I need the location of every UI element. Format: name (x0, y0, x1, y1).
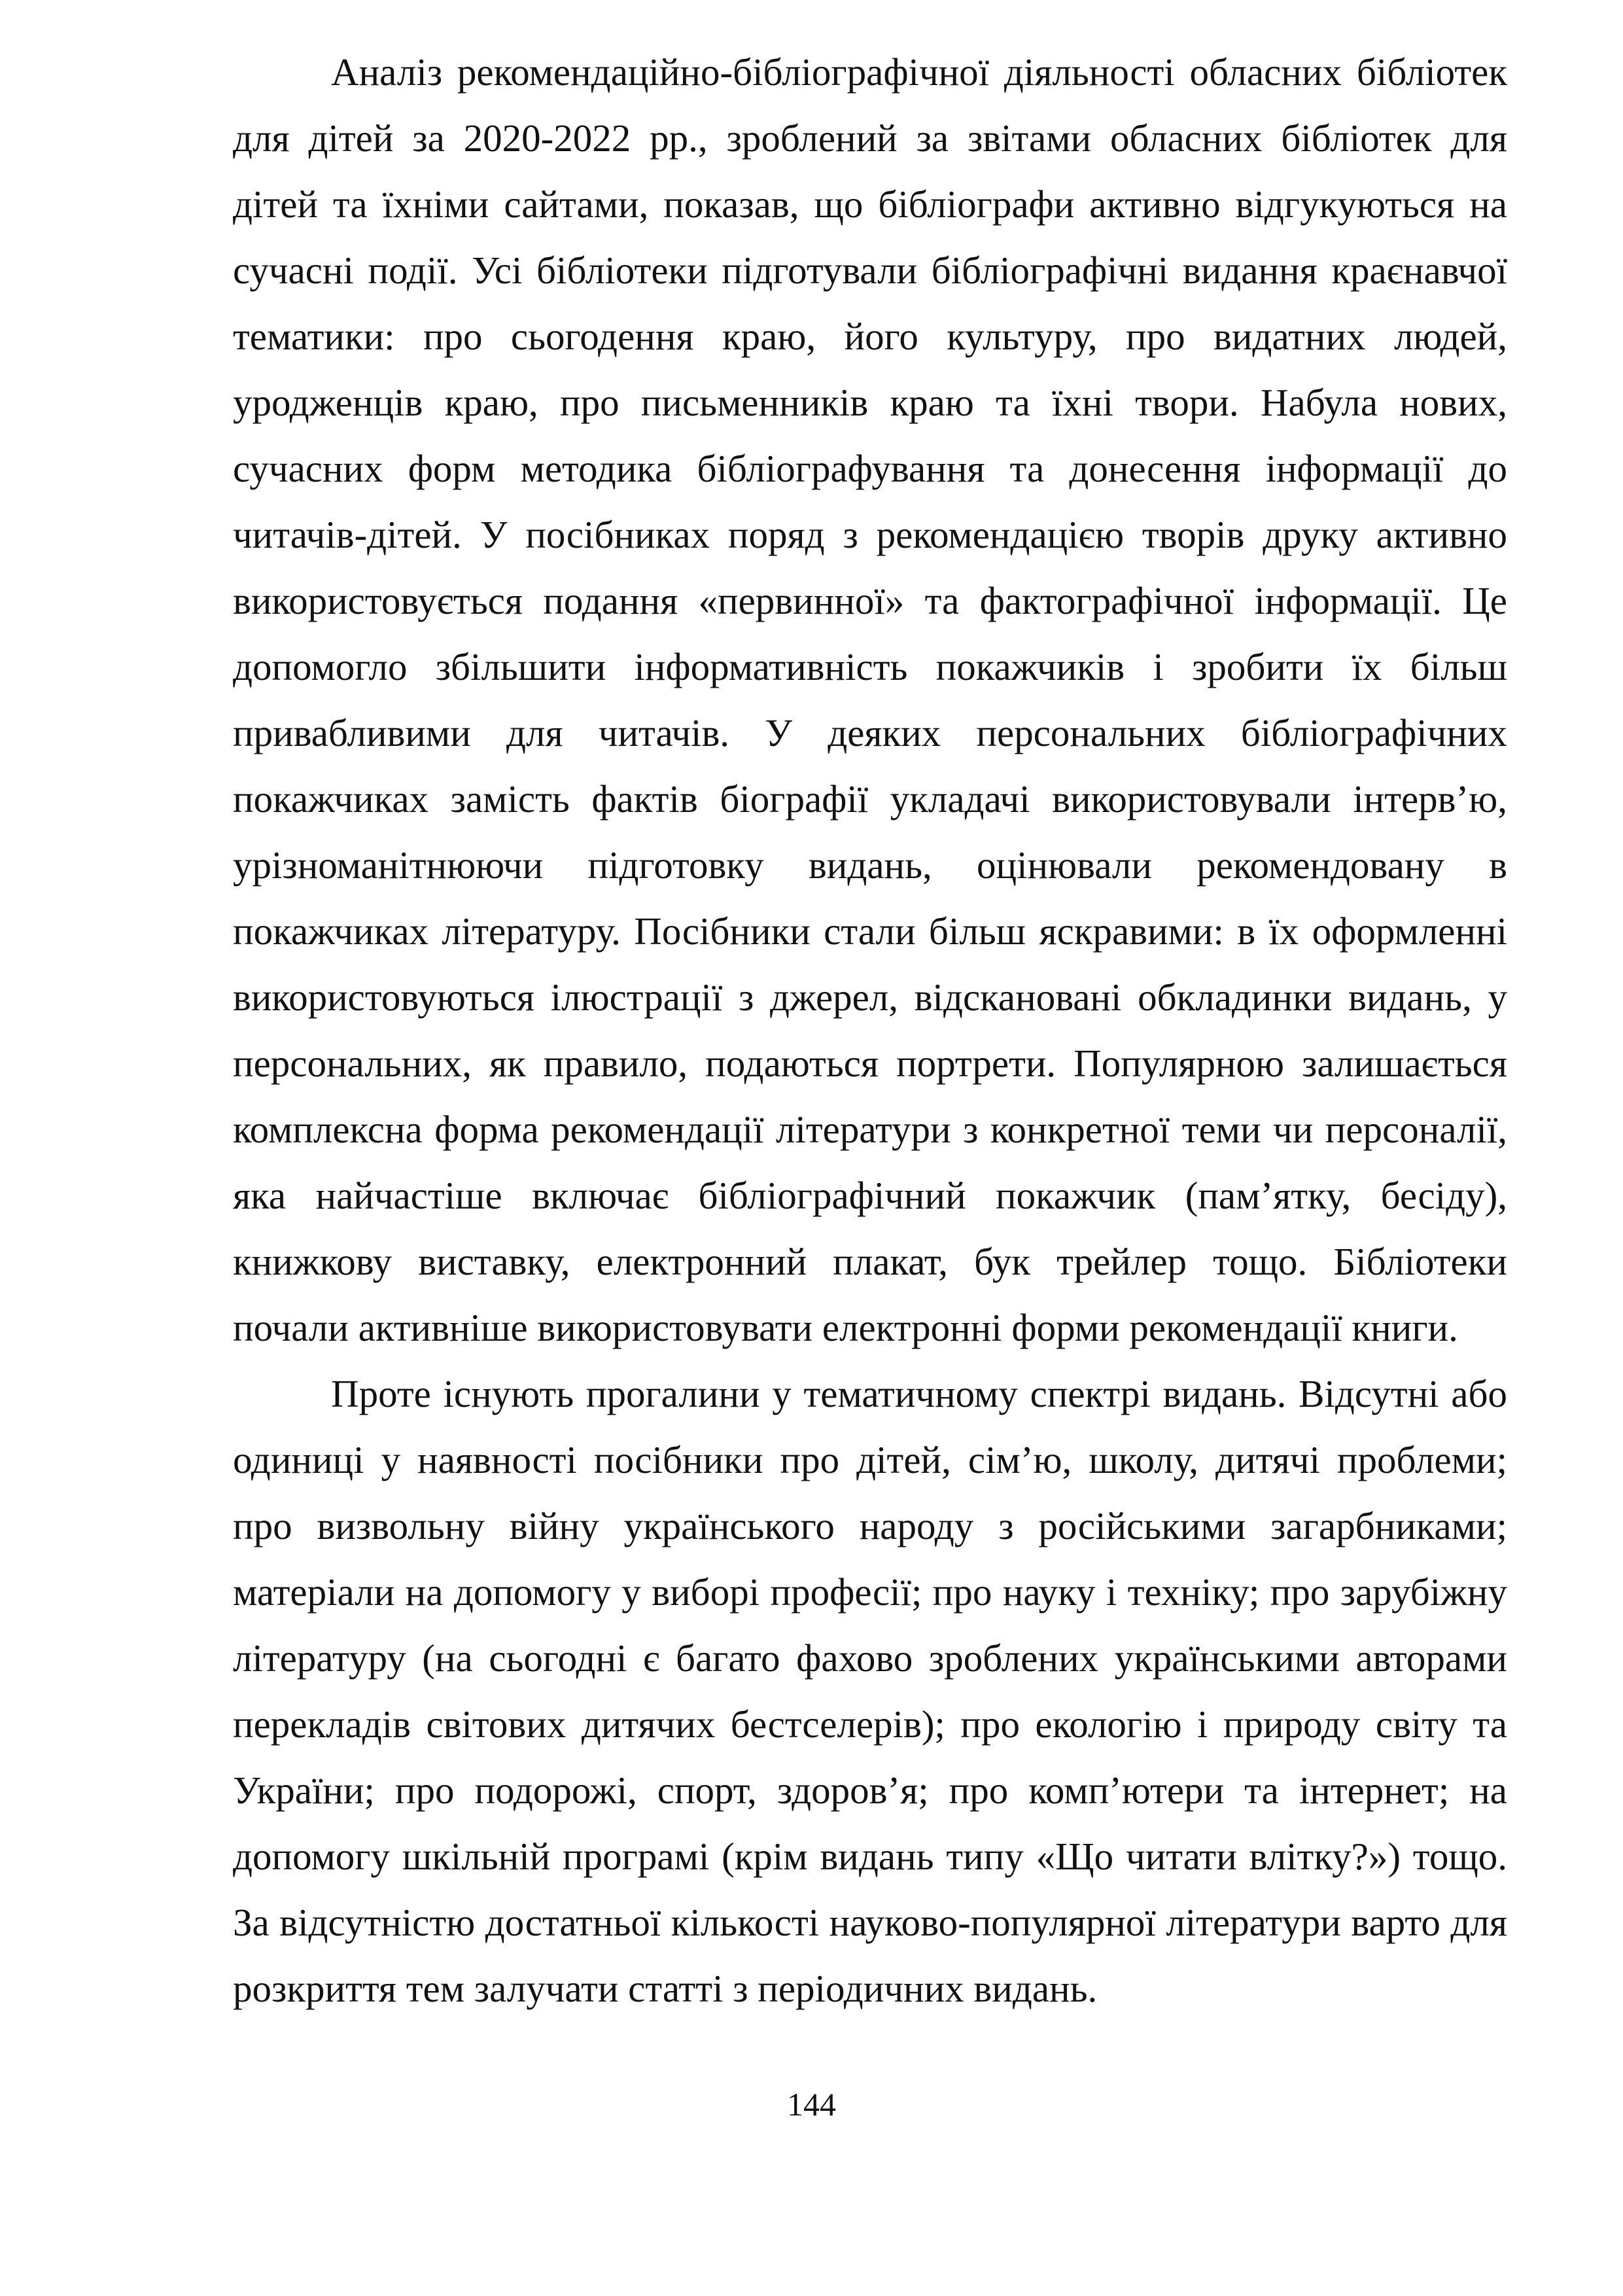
paragraph-1: Аналіз рекомендаційно-бібліографічної діяльності обласних бібліотек для дітей за 2020-2022 рр., зроблений за звітами обласних бібліотек для дітей та їхніми сайтами, показав, що бібліографи активно відгукуються на сучасні події. Усі бібліотеки підготували бібліографічні видання краєнавчої тематики: про сьогодення краю, його культуру, про видатних людей, уродженців краю, про письменників краю та їхні твори. Набула нових, сучасних форм методика бібліографування та донесення інформації до читачів-дітей. У посібниках поряд з рекомендацією творів друку активно використовується подання «первинної» та фактографічної інформації. Це допомогло збільшити інформативність покажчиків і зробити їх більш привабливими для читачів. У деяких персональних бібліографічних покажчиках замість фактів біографії укладачі використовували інтерв’ю, урізноманітнюючи підготовку видань, оцінювали рекомендовану в покажчиках літературу. Посібники стали більш яскравими: в їх оформленні використовуються ілюстрації з джерел, відскановані обкладинки видань, у персональних, як правило, подаються портрети. Популярною залишається комплексна форма рекомендації літератури з конкретної теми чи персоналії, яка найчастіше включає бібліографічний покажчик (пам’ятку, бесіду), книжкову виставку, електронний плакат, бук трейлер тощо. Бібліотеки почали активніше використовувати електронні форми рекомендації книги. (233, 50, 1507, 1349)
body-text (233, 39, 1507, 2022)
page-number: 144 (787, 2086, 836, 2123)
paragraph-2: Проте існують прогалини у тематичному спектрі видань. Відсутні або одиниці у наявності посібники про дітей, сім’ю, школу, дитячі проблеми; про визвольну війну українського народу з російськими загарбниками; матеріали на допомогу у виборі професії; про науку і техніку; про зарубіжну літературу (на сьогодні є багато фахово зроблених українськими авторами перекладів світових дитячих бестселерів); про екологію і природу світу та України; про подорожі, спорт, здоров’я; про комп’ютери та інтернет; на допомогу шкільній програмі (крім видань типу «Що читати влітку?») тощо. За відсутністю достатньої кількості науково-популярної літератури варто для розкриття тем залучати статті з періодичних видань. (233, 1372, 1507, 2010)
